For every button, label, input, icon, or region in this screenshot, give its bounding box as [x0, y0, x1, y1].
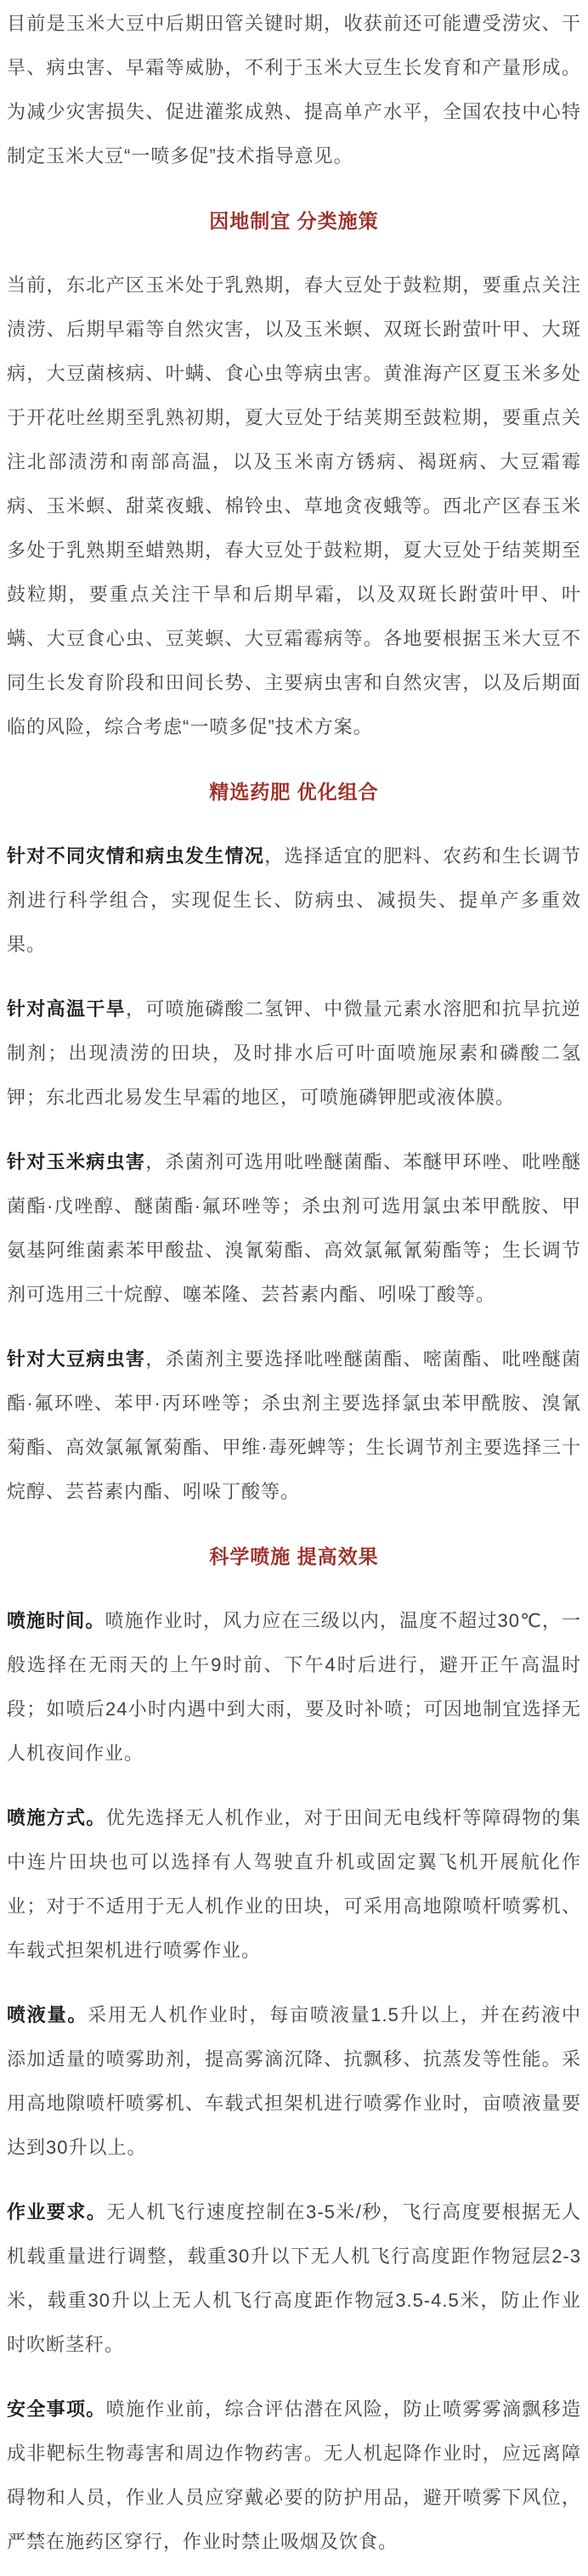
paragraph-lead: 安全事项。: [7, 2398, 106, 2420]
paragraph-text: ，可喷施磷酸二氢钾、中微量元素水溶肥和抗旱抗逆制剂；出现渍涝的田块，及时排水后可叶面喷施尿素和磷酸二氢钾；东北西北易发生早霜的地区，可喷施磷钾肥或液体膜。: [7, 998, 581, 1108]
paragraph-lead: 喷施方式。: [7, 1807, 106, 1828]
section-heading-1: 因地制宜 分类施策: [209, 210, 379, 232]
body-paragraph: [7, 1337, 581, 1514]
paragraph-text: 目前是玉米大豆中后期田管关键时期，收获前还可能遭受涝灾、干旱、病虫害、早霜等威胁，不利于玉米大豆生长发育和产量形成。为减少灾害损失、促进灌浆成熟、提高单产水平，全国农技中心特制定玉米大豆“一喷多促”技术指导意见。: [7, 13, 581, 167]
paragraph-lead: 针对大豆病虫害: [7, 1348, 146, 1370]
body-paragraph: [7, 834, 581, 967]
paragraph-lead: 针对高温干旱: [7, 998, 126, 1020]
body-paragraph: [7, 2387, 581, 2564]
body-paragraph: [7, 1993, 581, 2170]
body-paragraph: [7, 2190, 581, 2367]
body-paragraph: [7, 987, 581, 1120]
paragraph-lead: 喷液量。: [7, 2004, 88, 2025]
section-heading-2: 精选药肥 优化组合: [209, 781, 379, 803]
paragraph-text: 喷施作业时，风力应在三级以内，温度不超过30℃，一般选择在无雨天的上午9时前、下午4时后进行，避开正午高温时段；如喷后24小时内遇中到大雨，要及时补喷；可因地制宜选择无人机夜间作业。: [7, 1610, 581, 1764]
paragraph-text: ，杀菌剂主要选择吡唑醚菌酯、嘧菌酯、吡唑醚菌酯·氟环唑、苯甲·丙环唑等；杀虫剂主要选择氯虫苯甲酰胺、溴氰菊酯、高效氯氟氰菊酯、甲维·毒死蜱等；生长调节剂主要选择三十烷醇、芸苔素内酯、吲哚丁酸等。: [7, 1348, 581, 1502]
body-paragraph: [7, 1599, 581, 1776]
section-heading-3: 科学喷施 提高效果: [209, 1545, 379, 1568]
paragraph-text: ，杀菌剂可选用吡唑醚菌酯、苯醚甲环唑、吡唑醚菌酯·戊唑醇、醚菌酯·氟环唑等；杀虫剂可选用氯虫苯甲酰胺、甲氨基阿维菌素苯甲酸盐、溴氰菊酯、高效氯氟氰菊酯等；生长调节剂可选用三十烷醇、噻苯隆、芸苔素内酯、吲哚丁酸等。: [7, 1151, 581, 1305]
paragraph-text: 优先选择无人机作业，对于田间无电线杆等障碍物的集中连片田块也可以选择有人驾驶直升机或固定翼飞机开展航化作业；对于不适用于无人机作业的田块，可采用高地隙喷杆喷雾机、车载式担架机进行喷雾作业。: [7, 1807, 581, 1961]
paragraph-lead: 针对不同灾情和病虫发生情况: [7, 845, 265, 867]
body-paragraph: [7, 1796, 581, 1973]
intro-paragraph: [7, 2, 581, 178]
body-paragraph: [7, 263, 581, 749]
paragraph-text: ，选择适宜的肥料、农药和生长调节剂进行科学组合，实现促生长、防病虫、减损失、提单产多重效果。: [7, 845, 581, 955]
paragraph-lead: 针对玉米病虫害: [7, 1151, 146, 1172]
paragraph-text: 无人机飞行速度控制在3-5米/秒，飞行高度要根据无人机载重量进行调整，载重30升以下无人机飞行高度距作物冠层2-3米，载重30升以上无人机飞行高度距作物冠3.5-4.5米，防止作业时吹断茎秆。: [7, 2201, 581, 2355]
paragraph-text: 当前，东北产区玉米处于乳熟期，春大豆处于鼓粒期，要重点关注渍涝、后期早霜等自然灾害，以及玉米螟、双斑长跗萤叶甲、大斑病，大豆菌核病、叶螨、食心虫等病虫害。黄淮海产区夏玉米多处于开花吐丝期至乳熟初期，夏大豆处于结荚期至鼓粒期，要重点关注北部渍涝和南部高温，以及玉米南方锈病、褐斑病、大豆霜霉病、玉米螟、甜菜夜蛾、棉铃虫、草地贪夜蛾等。西北产区春玉米多处于乳熟期至蜡熟期，春大豆处于鼓粒期，夏大豆处于结荚期至鼓粒期，要重点关注干旱和后期早霜，以及双斑长跗萤叶甲、叶螨、大豆食心虫、豆荚螟、大豆霜霉病等。各地要根据玉米大豆不同生长发育阶段和田间长势、主要病虫害和自然灾害，以及后期面临的风险，综合考虑“一喷多促”技术方案。: [7, 274, 581, 737]
paragraph-lead: 作业要求。: [7, 2201, 107, 2223]
body-paragraph: [7, 1140, 581, 1317]
paragraph-text: 喷施作业前，综合评估潜在风险，防止喷雾雾滴飘移造成非靶标生物毒害和周边作物药害。无人机起降作业时，应远离障碍物和人员，作业人员应穿戴必要的防护用品，避开喷雾下风位，严禁在施药区穿行，作业时禁止吸烟及饮食。: [7, 2398, 581, 2552]
paragraph-text: 采用无人机作业时，每亩喷液量1.5升以上，并在药液中添加适量的喷雾助剂，提高雾滴沉降、抗飘移、抗蒸发等性能。采用高地隙喷杆喷雾机、车载式担架机进行喷雾作业时，亩喷液量要达到30升以上。: [7, 2004, 581, 2158]
paragraph-lead: 喷施时间。: [7, 1610, 105, 1631]
